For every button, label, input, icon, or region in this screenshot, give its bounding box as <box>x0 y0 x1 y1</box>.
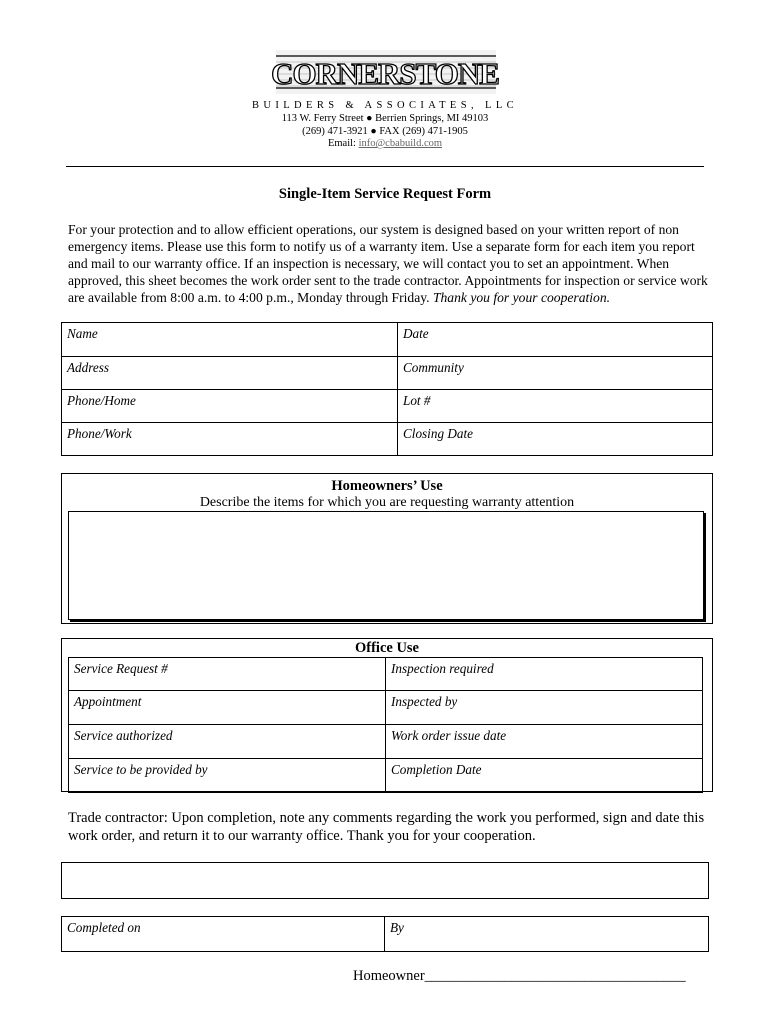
homeowner-signature <box>353 968 686 985</box>
appointment-field[interactable]: Appointment <box>69 691 386 725</box>
phone-work-field[interactable]: Phone/Work <box>62 423 398 456</box>
homeowners-use-section <box>61 473 713 624</box>
completion-table <box>61 916 709 952</box>
homeowner-signature-label: Homeowner <box>353 968 425 984</box>
by-field[interactable]: By <box>385 917 709 952</box>
completed-on-field[interactable]: Completed on <box>62 917 385 952</box>
email-label: Email: <box>327 138 356 149</box>
homeowners-use-title: Homeowners’ Use <box>331 478 443 494</box>
table-row <box>62 357 713 390</box>
service-to-be-provided-by-field[interactable]: Service to be provided by <box>69 759 386 793</box>
company-tagline: BUILDERS & ASSOCIATES, LLC <box>251 100 519 111</box>
table-row <box>69 691 703 725</box>
warranty-description-area[interactable] <box>68 511 704 620</box>
homeowner-info-table <box>61 322 713 456</box>
name-field[interactable]: Name <box>62 323 398 357</box>
office-use-section <box>61 638 713 792</box>
company-email-line <box>0 138 770 149</box>
inspection-required-field[interactable]: Inspection required <box>386 658 703 691</box>
intro-thanks: Thank you for your cooperation. <box>432 290 611 305</box>
email-link[interactable]: info@cbabuild.com <box>358 138 443 149</box>
phone-home-field[interactable]: Phone/Home <box>62 390 398 423</box>
table-row <box>69 658 703 691</box>
cornerstone-logo <box>270 44 500 102</box>
table-row <box>69 759 703 793</box>
company-phone: (269) 471-3921 ● FAX (269) 471-1905 <box>302 126 468 137</box>
work-order-issue-date-field[interactable]: Work order issue date <box>386 725 703 759</box>
office-use-title: Office Use <box>354 640 419 656</box>
header-divider <box>66 166 704 167</box>
table-row <box>62 390 713 423</box>
completion-date-field[interactable]: Completion Date <box>386 759 703 793</box>
date-field[interactable]: Date <box>398 323 713 357</box>
lot-field[interactable]: Lot # <box>398 390 713 423</box>
trade-contractor-instructions: Trade contractor: Upon completion, note any comments regarding the work you performed, sign and date this work order, and return it to our warranty office. Thank you for your cooperation. <box>68 810 705 844</box>
table-row <box>62 323 713 357</box>
company-address: 113 W. Ferry Street ● Berrien Springs, MI 49103 <box>281 113 489 124</box>
form-title: Single-Item Service Request Form <box>278 186 492 202</box>
inspected-by-field[interactable]: Inspected by <box>386 691 703 725</box>
table-row <box>69 725 703 759</box>
intro-text: For your protection and to allow efficient operations, our system is designed based on your written report of non emergency items. Please use this form to notify us of a warranty item. Use a separate form for each item you report and mail to our warranty office. If an inspection is necessary, we will contact you to set an appointment. When approved, this sheet becomes the work order sent to the trade contractor. Appointments for inspection or service work are available from 8:00 a.m. to 4:00 p.m., Monday through Friday. <box>68 222 708 305</box>
intro-paragraph <box>68 221 710 306</box>
table-row <box>62 423 713 456</box>
svg-text:CORNERSTONE: CORNERSTONE <box>271 56 499 91</box>
service-request-field[interactable]: Service Request # <box>69 658 386 691</box>
homeowner-signature-line[interactable]: ____________________________________ <box>424 968 686 984</box>
service-authorized-field[interactable]: Service authorized <box>69 725 386 759</box>
homeowners-use-subtitle: Describe the items for which you are requesting warranty attention <box>199 495 575 510</box>
closing-date-field[interactable]: Closing Date <box>398 423 713 456</box>
office-use-table <box>68 657 703 793</box>
contractor-comments-box[interactable] <box>61 862 709 899</box>
community-field[interactable]: Community <box>398 357 713 390</box>
address-field[interactable]: Address <box>62 357 398 390</box>
